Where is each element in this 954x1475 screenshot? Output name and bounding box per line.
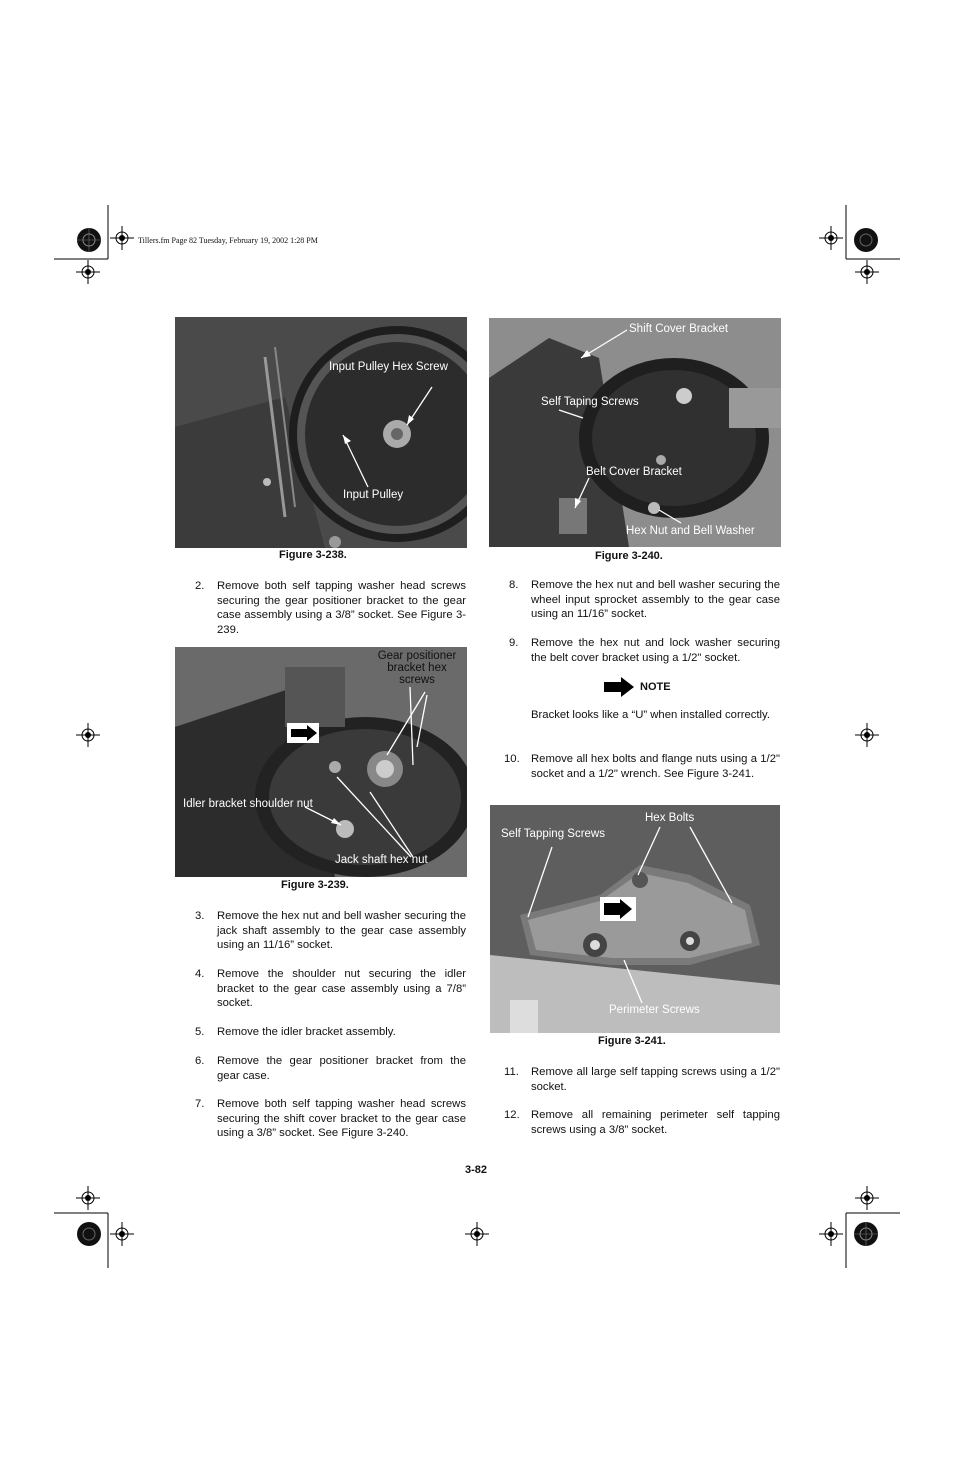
- step-10: 10. Remove all hex bolts and flange nuts using a 1/2" socket and a 1/2" wrench. See Figure 3-241.: [504, 753, 780, 780]
- label-self-taping-screws: Self Taping Screws: [541, 396, 639, 408]
- label-input-pulley-hex-screw: Input Pulley Hex Screw: [329, 361, 448, 373]
- figure-239-caption: Figure 3-239.: [281, 879, 349, 891]
- step-9: 9. Remove the hex nut and lock washer securing the belt cover bracket using a 1/2" socket.: [509, 637, 780, 664]
- note-text: Bracket looks like a “U” when installed correctly.: [531, 709, 770, 721]
- step-4: 4. Remove the shoulder nut securing the idler bracket to the gear case assembly using a 7/8” socket.: [195, 968, 466, 1010]
- label-gear-positioner-bracket-hex-screws: Gear positioner bracket hex screws: [377, 650, 457, 686]
- registration-target-icon: [855, 260, 879, 284]
- label-input-pulley: Input Pulley: [343, 489, 404, 501]
- registration-target-icon: [110, 226, 134, 250]
- label-perimeter-screws: Perimeter Screws: [609, 1004, 700, 1016]
- registration-target-icon: [76, 260, 100, 284]
- step-11: 11. Remove all large self tapping screws using a 1/2" socket.: [504, 1066, 780, 1093]
- registration-target-icon: [855, 1186, 879, 1210]
- label-belt-cover-bracket: Belt Cover Bracket: [586, 466, 682, 478]
- note-arrow-icon: [604, 677, 634, 697]
- step-3: 3. Remove the hex nut and bell washer securing the jack shaft assembly to the gear case assembly using an 11/16” socket.: [195, 910, 466, 952]
- label-hex-nut-bell-washer: Hex Nut and Bell Washer: [626, 525, 755, 537]
- step-5: 5. Remove the idler bracket assembly.: [195, 1026, 396, 1038]
- color-target-icon: [76, 1221, 102, 1247]
- registration-target-icon: [819, 1222, 843, 1246]
- step-2: 2. Remove both self tapping washer head screws securing the gear positioner bracket to the gear case assembly using a 3/8” socket. See Figure 3-239.: [195, 580, 466, 636]
- color-target-icon: [76, 227, 102, 253]
- step-12: 12. Remove all remaining perimeter self tapping screws using a 3/8” socket.: [504, 1109, 780, 1136]
- figure-238-caption: Figure 3-238.: [279, 549, 347, 561]
- registration-target-icon: [76, 723, 100, 747]
- label-self-tapping-screws: Self Tapping Screws: [501, 828, 605, 840]
- step-6: 6. Remove the gear positioner bracket from the gear case.: [195, 1055, 466, 1082]
- color-target-icon: [853, 1221, 879, 1247]
- note-heading: NOTE: [604, 677, 671, 697]
- figure-238-photo: [175, 317, 467, 548]
- label-jack-shaft-hex-nut: Jack shaft hex nut: [335, 854, 428, 866]
- registration-target-icon: [819, 226, 843, 250]
- figure-240-caption: Figure 3-240.: [595, 550, 663, 562]
- color-target-icon: [853, 227, 879, 253]
- file-stamp: Tillers.fm Page 82 Tuesday, February 19, 2002 1:28 PM: [138, 236, 318, 245]
- figure-240-photo: [489, 318, 781, 547]
- label-shift-cover-bracket: Shift Cover Bracket: [629, 323, 729, 335]
- registration-target-icon: [855, 723, 879, 747]
- figure-241-photo: [490, 805, 780, 1033]
- registration-target-icon: [465, 1222, 489, 1246]
- step-7: 7. Remove both self tapping washer head screws securing the shift cover bracket to the gear case using a 3/8” socket. See Figure 3-240.: [195, 1098, 466, 1140]
- page-number: 3-82: [465, 1164, 488, 1176]
- figure-241-caption: Figure 3-241.: [598, 1035, 666, 1047]
- label-idler-bracket-shoulder-nut: Idler bracket shoulder nut: [183, 798, 313, 810]
- label-hex-bolts: Hex Bolts: [645, 812, 695, 824]
- figure-239-photo: [175, 647, 467, 877]
- registration-target-icon: [76, 1186, 100, 1210]
- registration-target-icon: [110, 1222, 134, 1246]
- step-8: 8. Remove the hex nut and bell washer securing the wheel input sprocket assembly to the gear case using an 11/16” socket.: [509, 579, 780, 621]
